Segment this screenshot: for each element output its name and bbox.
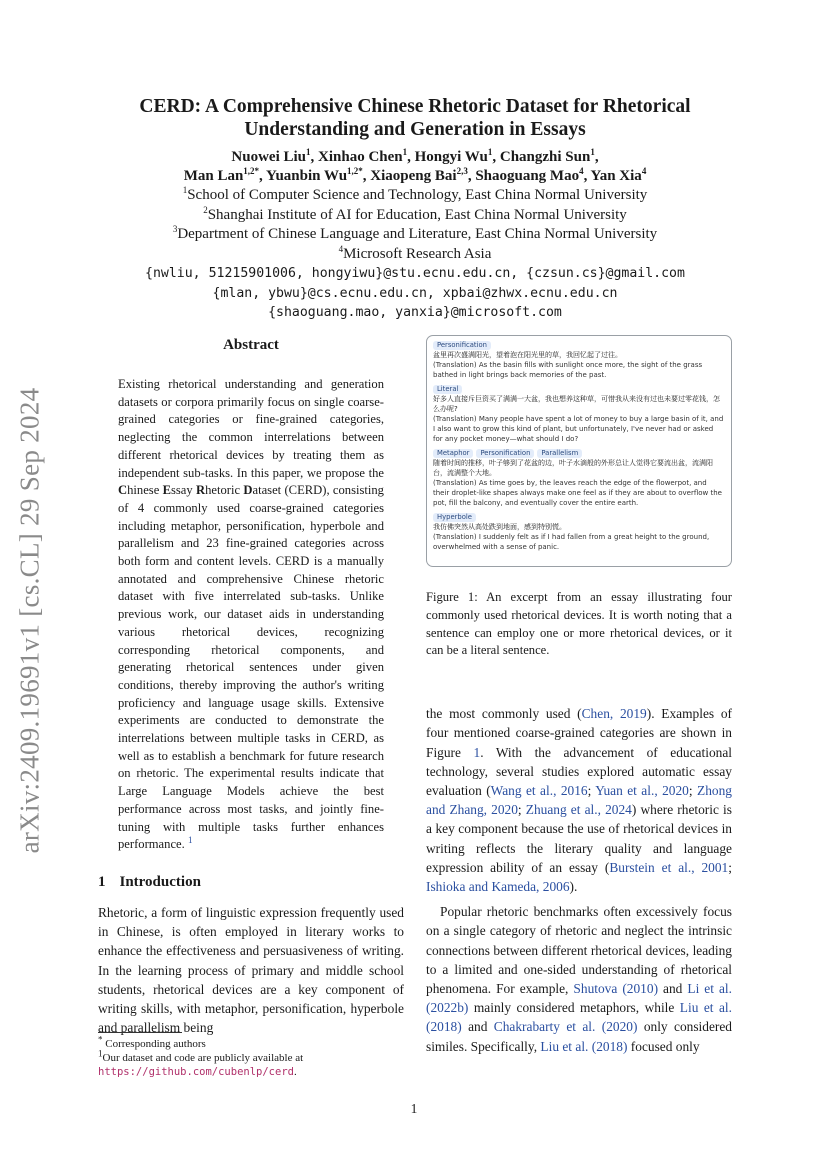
translation: (Translation) As time goes by, the leaves reach the edge of the flowerpot, and their droplet-like shapes always make one feel as if they are about to overflow the pot, fill the balcony, and eventually cover the entire earth.	[433, 479, 722, 507]
chinese-sentence: 好多人直接斥巨资买了满满一大盆，我也想养这种草，可惜我从来没有过也未要过零花钱，怎么办呢?	[433, 395, 720, 413]
right-column	[426, 335, 732, 1056]
translation: (Translation) As the basin fills with sunlight once more, the sight of the grass bathed in light brings back memories of the past.	[433, 361, 703, 379]
footnote-rule	[98, 1032, 182, 1033]
abstract-heading: Abstract	[223, 337, 279, 353]
affiliation: $^1$School of Computer Science and Technology, East China Normal University	[182, 185, 648, 203]
figure-1-box	[426, 335, 732, 567]
corresponding-mark: *	[254, 166, 260, 176]
footnote-1: $^1$Our dataset and code are publicly available at https://github.com/cubenlp/cerd.	[98, 1048, 304, 1078]
intro-paragraph: Rhetoric, a form of linguistic expression frequently used in Chinese, is often employed in literary works to enhance the effectiveness and persuasiveness of writing. In the learning process of primary and middle school students, rhetorical devices are a key component of writing skills, with metaphor, personification, hyperbole and parallelism being	[98, 904, 404, 1036]
figure-example	[433, 448, 725, 508]
rhetoric-tag: Metaphor	[433, 449, 473, 458]
affiliations	[100, 186, 730, 264]
chinese-sentence: 我仿佛突然从高处跌到地面，感到特别慌。	[433, 523, 566, 531]
translation: (Translation) Many people have spent a lot of money to buy a large basin of it, and I also want to grow this kind of plant, but unfortunately, I've never had or asked for any pocket money—what should I do?	[433, 415, 724, 443]
corresponding-mark: *	[358, 166, 363, 176]
figure-caption: Figure 1: An excerpt from an essay illustrating four commonly used rhetorical devices. It is worth noting that a sentence can employ one or more rhetorical devices, or it can be a literal sentence.	[426, 590, 732, 658]
citation-link[interactable]: Liu et al. (2018)	[426, 1000, 732, 1035]
citation-link[interactable]: Burstein et al., 2001	[609, 859, 729, 875]
chinese-sentence: 随着时间的推移，叶子够到了花盆的边，叶子水滴般的外形总让人觉得它要流出盆，流满阳台，流满整个大地。	[433, 459, 713, 477]
citation-link[interactable]: Wang et al., 2016	[490, 783, 588, 798]
rhetoric-tag: Personification	[476, 449, 534, 458]
title-block	[100, 95, 730, 323]
citation-link[interactable]: Chen, 2019	[581, 706, 647, 722]
author-list: Nuowei Liu$^1$, Xinhao Chen$^1$, Hongyi Wu$^1$, Changzhi Sun$^1$, Man Lan$^{1,2*}$, Yuanbin $Wu^{1,2*}$, Xiaopeng Bai$^{2,3}$, Shaoguang Mao$^4$, Yan Xia$^4$	[183, 147, 647, 184]
footnote-corresponding: * Corresponding authors	[98, 1034, 206, 1050]
paper-title: CERD: A Comprehensive Chinese Rhetoric Dataset for Rhetorical Understanding and Generation in Essays	[139, 96, 691, 140]
figure-example	[433, 384, 725, 444]
affiliation: $^2$Shanghai Institute of AI for Education, East China Normal University	[203, 204, 627, 223]
citation-link[interactable]: Zhuang et al., 2024	[525, 802, 632, 818]
section-heading-introduction: 1 Introduction	[98, 873, 201, 890]
footnotes	[98, 1032, 404, 1079]
citation-link[interactable]: Shutova (2010)	[573, 981, 659, 997]
citation-link[interactable]: Liu et al. (2018)	[540, 1038, 628, 1054]
citation-link[interactable]: Zhong and Zhang, 2020	[426, 783, 732, 818]
rhetoric-tag: Parallelism	[537, 449, 582, 458]
affiliation: $^3$Department of Chinese Language and Literature, East China Normal University	[172, 224, 658, 242]
page-number: 1	[410, 1101, 418, 1116]
figure-example	[433, 340, 725, 380]
affiliation: $^4$Microsoft Research Asia	[338, 243, 492, 262]
repo-link[interactable]: https://github.com/cubenlp/cerd	[98, 1066, 294, 1078]
abstract-text: Existing rhetorical understanding and generation datasets or corpora primarily focus on single coarse-grained categories or fine-grained categories, neglecting the common interrelations between different rhetorical devices by treating them as independent sub-tasks. In this paper, we propose the Chinese Essay Rhetoric Dataset (CERD), consisting of 4 commonly used coarse-grained categories including metaphor, personification, hyperbole and parallelism and 23 fine-grained categories across both form and content levels. CERD is a manually annotated and comprehensive Chinese rhetoric dataset with five interrelated sub-tasks. Unlike previous work, our dataset aids in understanding various rhetorical devices, recognizing corresponding rhetorical components, and generating rhetorical sentences under given conditions, thereby improving the author's writing proficiency and language usage skills. Extensive experiments are conducted to demonstrate the interrelations between multiple tasks in CERD, as well as to establish a benchmark for future research on rhetoric. The experimental results indicate that Large Language Models achieve the best performance across most tasks, and jointly fine-tuning with multiple tasks further enhances performance. $^1$	[118, 377, 384, 852]
translation: (Translation) I suddenly felt as if I had fallen from a great height to the ground, overwhelmed with a sense of panic.	[433, 533, 710, 551]
figure-ref-link[interactable]: 1	[473, 744, 481, 760]
arxiv-identifier: arXiv:2409.19691v1 [cs.CL] 29 Sep 2024	[14, 387, 45, 853]
figure-example	[433, 512, 725, 552]
author-emails: {nwliu, 51215901006, hongyiwu}@stu.ecnu.edu.cn, {czsun.cs}@gmail.com {mlan, ybwu}@cs.ecnu.edu.cn, xpbai@zhwx.ecnu.edu.cn {shaoguang.mao, yanxia}@microsoft.com	[145, 266, 685, 320]
rhetoric-tag: Hyperbole	[433, 513, 476, 522]
citation-link[interactable]: Li et al. (2022b)	[426, 981, 732, 1016]
paragraph: Popular rhetoric benchmarks often excessively focus on a single category of rhetoric and neglect the intrinsic connections between different rhetorical devices, leading to a limited and one-sided understanding of rhetorical phenomena. For example, Shutova (2010) and Li et al. (2022b) mainly considered metaphors, while Liu et al. (2018) and Chakrabarty et al. (2020) only considered similes. Specifically, Liu et al. (2018) focused only	[426, 904, 732, 1054]
right-body-text	[426, 704, 732, 1056]
citation-link[interactable]: Ishioka and Kameda, 2006	[426, 879, 570, 895]
rhetoric-tag: Literal	[433, 385, 462, 394]
chinese-sentence: 盆里再次盛满阳光，望着泡在阳光里的草，我回忆起了过往。	[433, 351, 622, 359]
left-column	[98, 335, 404, 1037]
citation-link[interactable]: Yuan et al., 2020	[595, 783, 689, 798]
rhetoric-tag: Personification	[433, 341, 491, 350]
footnote-link[interactable]: 1	[187, 835, 193, 846]
paragraph: the most commonly used (Chen, 2019). Examples of four mentioned coarse-grained categories are shown in Figure 1. With the advancement of educational technology, several studies explored automatic essay evaluation (Wang et al., 2016; Yuan et al., 2020; Zhong and Zhang, 2020; Zhuang et al., 2024) where rhetoric is a key component because the use of rhetorical devices in writing reflects the literary quality and language expression ability of an essay (Burstein et al., 2001; Ishioka and Kameda, 2006).	[426, 706, 732, 895]
citation-link[interactable]: Chakrabarty et al. (2020)	[493, 1019, 638, 1035]
